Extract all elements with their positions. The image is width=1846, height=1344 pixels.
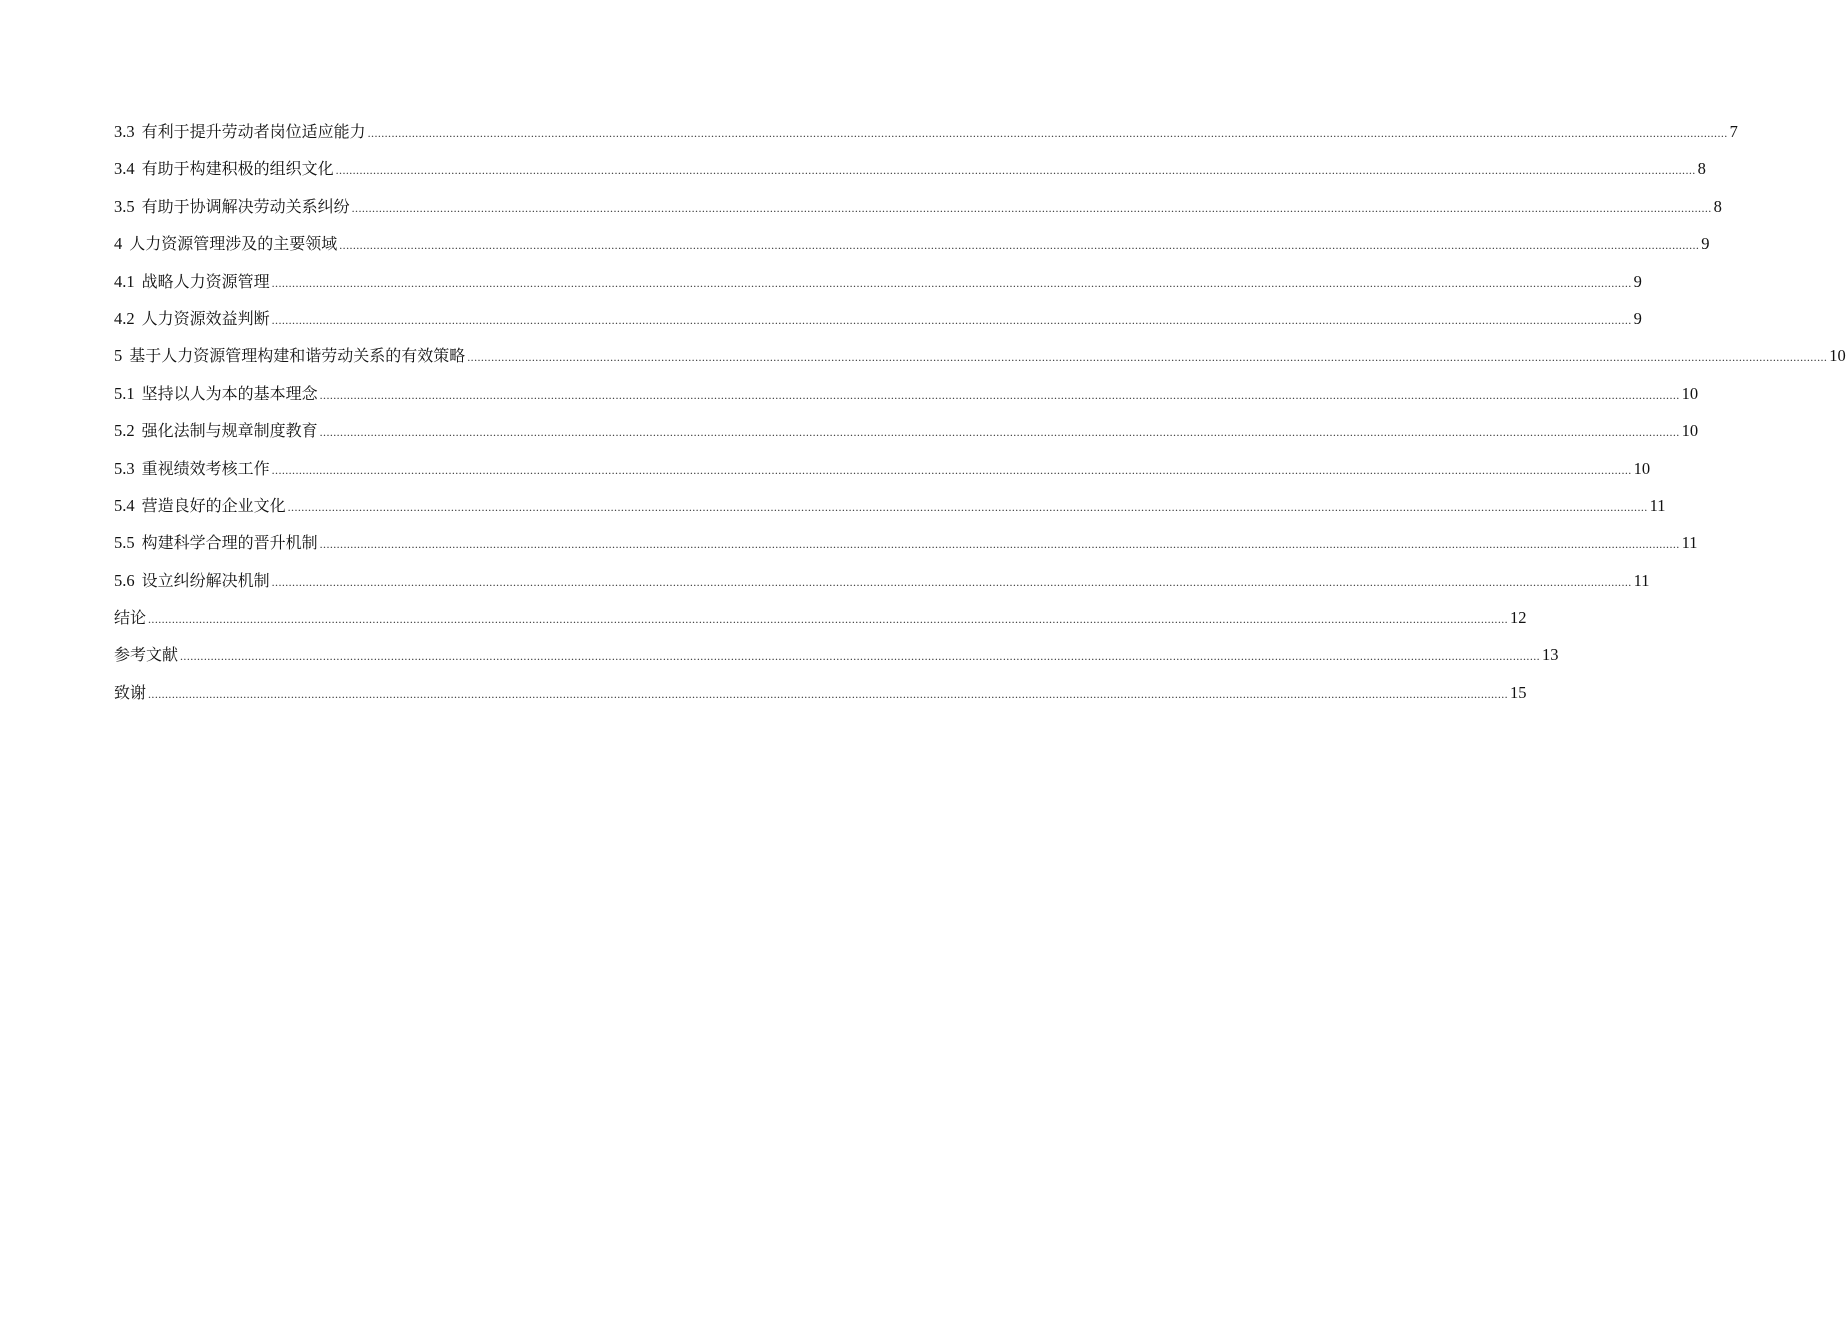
toc-entry-label xyxy=(114,346,465,366)
toc-entry-label xyxy=(114,608,146,628)
toc-entry-number: 4 xyxy=(114,234,123,254)
toc-dot-leader: ................................................................................................................................................................................................................................................................................................................................................................................................................ xyxy=(467,350,1828,365)
toc-entry-number: 4.2 xyxy=(114,308,135,328)
toc-entry-page: 8 xyxy=(1713,196,1722,216)
toc-entry-label xyxy=(114,384,318,404)
toc-entry-title: 致谢 xyxy=(114,682,147,702)
toc-entry[interactable] xyxy=(114,533,1698,570)
toc-entry[interactable] xyxy=(114,383,1699,421)
toc-entry-page: 10 xyxy=(1681,383,1699,403)
toc-dot-leader: ................................................................................................................................................................................................................................................................................................................................................................................................................ xyxy=(271,574,1632,589)
table-of-contents xyxy=(114,122,1846,720)
toc-entry-page: 7 xyxy=(1729,122,1738,141)
toc-entry-title: 有助于协调解决劳动关系纠纷 xyxy=(141,196,350,216)
toc-entry-title: 营造良好的企业文化 xyxy=(141,495,286,515)
toc-entry-label xyxy=(114,533,318,553)
toc-entry-label xyxy=(114,197,350,217)
toc-entry[interactable] xyxy=(114,346,1846,383)
toc-entry-label xyxy=(114,459,270,479)
toc-entry-page: 9 xyxy=(1633,308,1642,328)
toc-dot-leader: ................................................................................................................................................................................................................................................................................................................................................................................................................ xyxy=(287,499,1648,514)
toc-entry-label xyxy=(114,571,270,591)
toc-dot-leader: ................................................................................................................................................................................................................................................................................................................................................................................................................ xyxy=(148,612,1509,627)
toc-entry-page: 11 xyxy=(1633,570,1650,590)
toc-entry-page: 15 xyxy=(1510,682,1527,702)
toc-dot-leader: ................................................................................................................................................................................................................................................................................................................................................................................................................ xyxy=(271,275,1632,290)
toc-dot-leader: ................................................................................................................................................................................................................................................................................................................................................................................................................ xyxy=(148,686,1509,701)
toc-entry-page: 10 xyxy=(1633,458,1651,478)
toc-entry-number: 3.3 xyxy=(114,122,135,141)
toc-entry-number: 5.6 xyxy=(114,570,135,590)
toc-dot-leader: ................................................................................................................................................................................................................................................................................................................................................................................................................ xyxy=(335,163,1696,178)
toc-dot-leader: ................................................................................................................................................................................................................................................................................................................................................................................................................ xyxy=(319,537,1680,552)
toc-entry[interactable] xyxy=(114,234,1710,271)
toc-entry-label xyxy=(114,645,178,665)
toc-dot-leader: ................................................................................................................................................................................................................................................................................................................................................................................................................ xyxy=(180,649,1541,664)
toc-entry-title: 有助于构建积极的组织文化 xyxy=(141,159,334,179)
toc-entry-page: 10 xyxy=(1681,421,1699,441)
toc-entry-label xyxy=(114,272,270,292)
toc-entry[interactable] xyxy=(114,570,1650,608)
toc-entry-title: 结论 xyxy=(114,608,147,628)
toc-entry[interactable] xyxy=(114,458,1651,496)
toc-entry[interactable] xyxy=(114,682,1527,720)
toc-entry-label xyxy=(114,683,146,703)
toc-entry-page: 10 xyxy=(1829,346,1846,366)
toc-entry-label xyxy=(114,159,334,179)
toc-entry-title: 有利于提升劳动者岗位适应能力 xyxy=(141,122,366,141)
toc-dot-leader: ................................................................................................................................................................................................................................................................................................................................................................................................................ xyxy=(351,200,1712,215)
toc-entry-page: 11 xyxy=(1681,533,1698,553)
toc-entry-title: 设立纠纷解决机制 xyxy=(141,570,270,590)
toc-entry[interactable] xyxy=(114,495,1666,533)
toc-entry-label xyxy=(114,496,286,516)
toc-entry[interactable] xyxy=(114,196,1722,234)
toc-entry-page: 9 xyxy=(1701,234,1710,254)
toc-entry[interactable] xyxy=(114,608,1527,645)
toc-entry[interactable] xyxy=(114,159,1706,196)
toc-entry-label xyxy=(114,234,337,254)
toc-entry[interactable] xyxy=(114,645,1559,682)
toc-entry[interactable] xyxy=(114,122,1738,159)
toc-dot-leader: ................................................................................................................................................................................................................................................................................................................................................................................................................ xyxy=(271,462,1632,477)
toc-entry-number: 5.2 xyxy=(114,421,135,441)
toc-entry-number: 5.5 xyxy=(114,533,135,553)
toc-entry-number: 5.1 xyxy=(114,383,135,403)
toc-entry-number: 3.5 xyxy=(114,196,135,216)
toc-entry-title: 基于人力资源管理构建和谐劳动关系的有效策略 xyxy=(129,346,466,366)
toc-entry-page: 11 xyxy=(1649,495,1666,515)
toc-entry-number: 5 xyxy=(114,346,123,366)
toc-entry-label xyxy=(114,309,270,329)
toc-entry-title: 参考文献 xyxy=(114,645,179,665)
toc-entry-page: 8 xyxy=(1697,159,1706,179)
toc-entry-page: 13 xyxy=(1542,645,1559,665)
toc-dot-leader: ................................................................................................................................................................................................................................................................................................................................................................................................................ xyxy=(367,126,1728,140)
toc-entry[interactable] xyxy=(114,308,1642,346)
toc-entry-number: 4.1 xyxy=(114,271,135,291)
toc-entry-title: 构建科学合理的晋升机制 xyxy=(141,533,318,553)
toc-dot-leader: ................................................................................................................................................................................................................................................................................................................................................................................................................ xyxy=(339,238,1700,253)
toc-dot-leader: ................................................................................................................................................................................................................................................................................................................................................................................................................ xyxy=(271,312,1632,327)
toc-entry-number: 5.4 xyxy=(114,495,135,515)
toc-entry[interactable] xyxy=(114,421,1699,458)
toc-entry-title: 人力资源效益判断 xyxy=(141,308,270,328)
toc-entry-page: 9 xyxy=(1633,271,1642,291)
toc-entry-title: 人力资源管理涉及的主要领域 xyxy=(129,234,338,254)
toc-entry-label xyxy=(114,122,366,142)
toc-entry-label xyxy=(114,421,318,441)
toc-entry-title: 强化法制与规章制度教育 xyxy=(141,421,318,441)
toc-entry-title: 坚持以人为本的基本理念 xyxy=(141,383,318,403)
toc-dot-leader: ................................................................................................................................................................................................................................................................................................................................................................................................................ xyxy=(319,425,1680,440)
toc-entry[interactable] xyxy=(114,271,1642,309)
toc-entry-number: 3.4 xyxy=(114,159,135,179)
toc-entry-number: 5.3 xyxy=(114,458,135,478)
toc-entry-title: 战略人力资源管理 xyxy=(141,271,270,291)
toc-entry-title: 重视绩效考核工作 xyxy=(141,458,270,478)
toc-dot-leader: ................................................................................................................................................................................................................................................................................................................................................................................................................ xyxy=(319,387,1680,402)
toc-entry-page: 12 xyxy=(1510,608,1527,628)
